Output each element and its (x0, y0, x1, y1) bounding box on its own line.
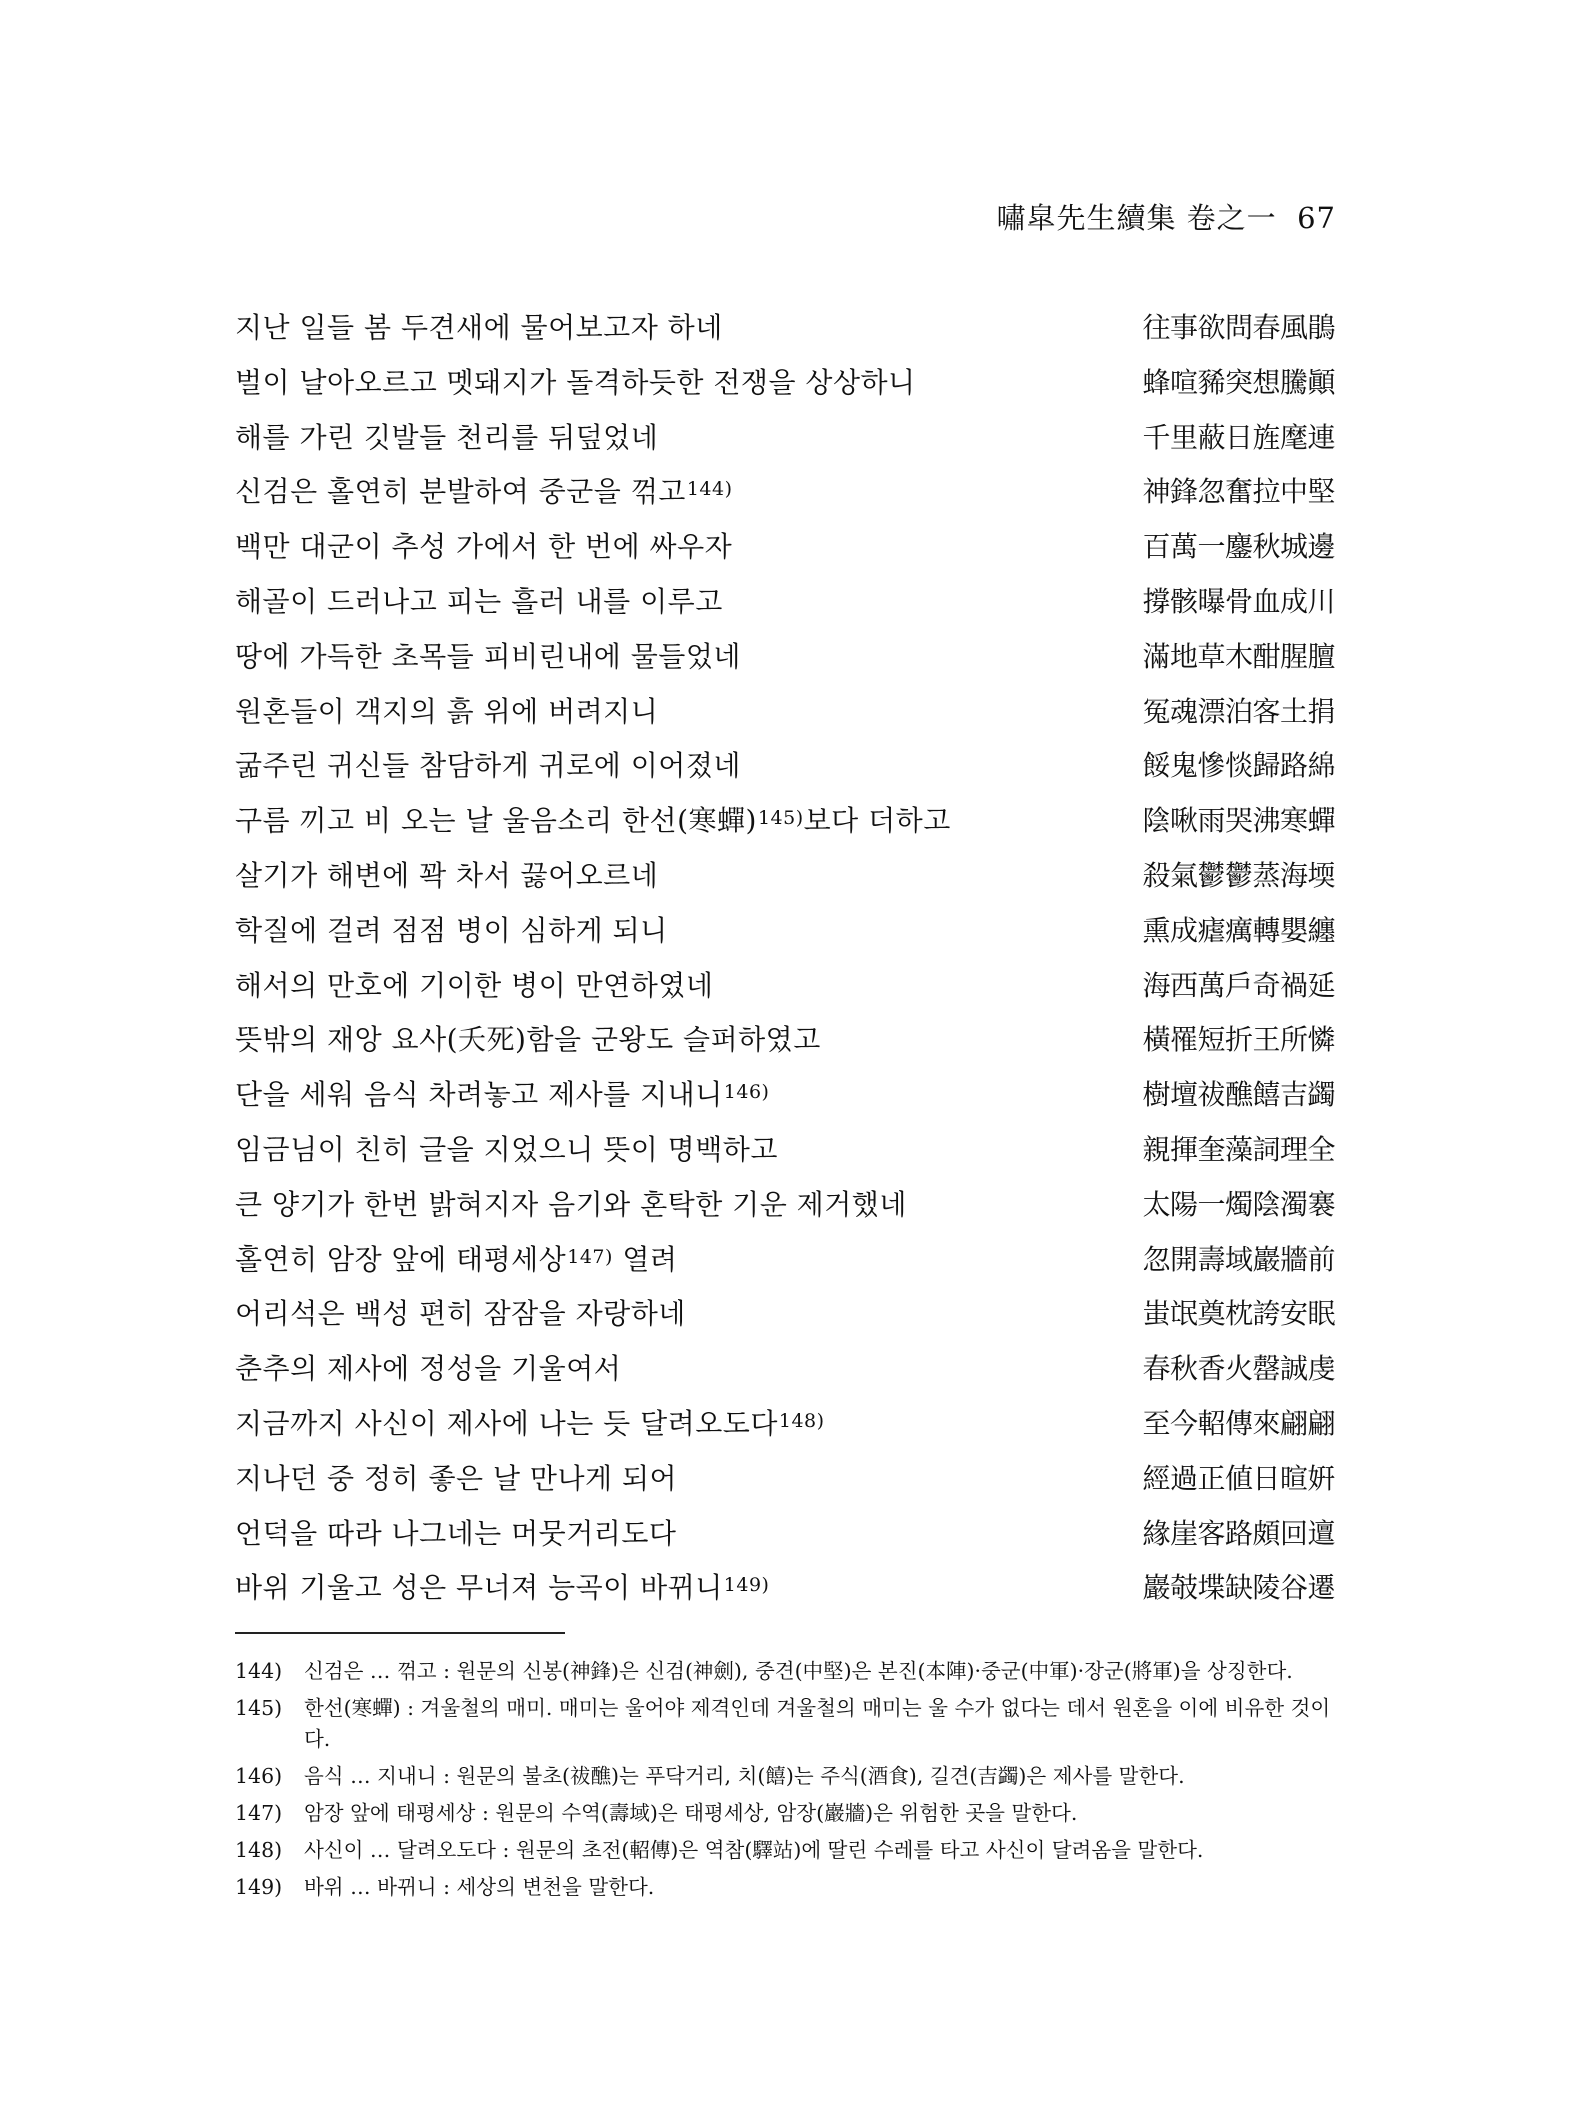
verse-row (235, 470, 1335, 525)
verse-korean: 임금님이 친히 글을 지었으니 뜻이 명백하고 (235, 1132, 778, 1166)
verse-row (235, 744, 1335, 799)
footnote-number: 149) (235, 1875, 283, 1899)
running-header (996, 196, 1336, 237)
verse-korean: 구름 끼고 비 오는 날 울음소리 한선(寒蟬)$^{145)}$보다 더하고 (235, 804, 951, 838)
verse-korean: 지금까지 사신이 제사에 나는 듯 달려오도다$^{148)}$ (235, 1406, 825, 1440)
verse-hanja: 滿地草木酣腥膻 (1142, 639, 1335, 673)
footnote-text: 신검은 … 꺾고 : 원문의 신봉(神鋒)은 신검(神劍), 중견(中堅)은 본진(本陣)·중군(中軍)·장군(將軍)을 상징한다. (304, 1659, 1293, 1683)
verse-row (235, 416, 1335, 471)
footnote-number: 146) (235, 1764, 283, 1788)
verse-hanja: 殺氣鬱鬱蒸海堧 (1142, 858, 1335, 892)
verse-hanja: 巖攲堞缺陵谷遷 (1142, 1571, 1335, 1605)
verse-list (235, 306, 1335, 1621)
verse-korean: 해를 가린 깃발들 천리를 뒤덮었네 (235, 420, 659, 454)
footnote-number: 148) (235, 1838, 283, 1862)
verse-hanja: 神鋒忽奮拉中堅 (1142, 475, 1335, 509)
verse-hanja: 忽開壽域巖牆前 (1142, 1242, 1335, 1276)
verse-row (235, 635, 1335, 690)
verse-hanja: 春秋香火罄誠虔 (1142, 1352, 1335, 1386)
verse-korean: 학질에 걸려 점점 병이 심하게 되니 (235, 913, 668, 947)
footnote-divider (235, 1632, 565, 1634)
verse-korean: 지난 일들 봄 두견새에 물어보고자 하네 (235, 311, 723, 344)
footnote-text: 바위 … 바뀌니 : 세상의 변천을 말한다. (304, 1875, 655, 1899)
verse-row (235, 964, 1335, 1019)
verse-korean: 백만 대군이 추성 가에서 한 번에 싸우자 (235, 530, 733, 564)
verse-korean: 단을 세워 음식 차려놓고 제사를 지내니$^{146)}$ (235, 1078, 770, 1112)
verse-hanja: 陰啾雨哭沸寒蟬 (1142, 804, 1335, 838)
footnote-list (235, 1656, 1335, 1909)
verse-hanja: 百萬一鏖秋城邊 (1142, 530, 1335, 564)
verse-row (235, 1566, 1335, 1621)
verse-row (235, 1238, 1335, 1293)
verse-hanja: 熏成瘧癘轉嬰纏 (1142, 913, 1335, 947)
verse-korean: 뜻밖의 재앙 요사(夭死)함을 군왕도 슬퍼하였고 (235, 1023, 821, 1057)
verse-hanja: 橫罹短折王所憐 (1142, 1023, 1335, 1057)
footnote-text: 음식 … 지내니 : 원문의 불초(祓醮)는 푸닥거리, 치(饎)는 주식(酒食), 길견(吉蠲)은 제사를 말한다. (304, 1764, 1185, 1788)
verse-korean: 해서의 만호에 기이한 병이 만연하였네 (235, 968, 714, 1002)
footnote-ref[interactable]: 148) (778, 1409, 825, 1432)
verse-hanja: 親揮奎藻詞理全 (1142, 1132, 1335, 1166)
verse-row (235, 361, 1335, 416)
footnote-ref[interactable]: 146) (723, 1081, 770, 1104)
verse-korean: 땅에 가득한 초목들 피비린내에 물들었네 (235, 639, 741, 673)
footnote-text: 암장 앞에 태평세상 : 원문의 수역(壽域)은 태평세상, 암장(巖牆)은 위험한 곳을 말한다. (304, 1801, 1078, 1825)
verse-hanja: 千里蔽日旌麾連 (1142, 420, 1335, 454)
verse-korean: 큰 양기가 한번 밝혀지자 음기와 혼탁한 기운 제거했네 (235, 1187, 907, 1221)
verse-row (235, 306, 1335, 361)
verse-hanja: 經過正値日暄姸 (1142, 1461, 1335, 1495)
verse-row (235, 1457, 1335, 1512)
verse-row (235, 799, 1335, 854)
verse-hanja: 太陽一燭陰濁褰 (1142, 1187, 1335, 1221)
verse-korean: 살기가 해변에 꽉 차서 끓어오르네 (235, 858, 659, 892)
verse-row (235, 525, 1335, 580)
verse-row (235, 690, 1335, 745)
verse-korean: 지나던 중 정히 좋은 날 만나게 되어 (235, 1461, 678, 1495)
verse-row (235, 1512, 1335, 1567)
footnote-number: 145) (235, 1696, 283, 1720)
verse-korean: 원혼들이 객지의 흙 위에 버려지니 (235, 694, 659, 728)
footnote (235, 1656, 1335, 1687)
footnote-ref[interactable]: 149) (723, 1574, 770, 1597)
verse-row (235, 1183, 1335, 1238)
footnote-ref[interactable]: 147) (567, 1245, 613, 1268)
footnote (235, 1798, 1335, 1829)
verse-row (235, 1073, 1335, 1128)
footnote-ref[interactable]: 145) (757, 807, 804, 830)
verse-hanja: 撐骸曝骨血成川 (1142, 584, 1335, 618)
footnote-number: 147) (235, 1801, 283, 1825)
verse-row (235, 1292, 1335, 1347)
verse-korean: 어리석은 백성 편히 잠잠을 자랑하네 (235, 1297, 686, 1331)
footnote (235, 1761, 1335, 1792)
verse-hanja: 餒鬼慘惔歸路綿 (1142, 749, 1335, 783)
verse-korean: 바위 기울고 성은 무너져 능곡이 바뀌니$^{149)}$ (235, 1571, 770, 1605)
verse-row (235, 1018, 1335, 1073)
footnote (235, 1872, 1335, 1903)
verse-hanja: 冤魂漂泊客土捐 (1142, 694, 1335, 728)
verse-korean: 언덕을 따라 나그네는 머뭇거리도다 (235, 1516, 677, 1550)
verse-hanja: 樹壇祓醮饎吉蠲 (1142, 1078, 1335, 1112)
verse-row (235, 1402, 1335, 1457)
verse-korean: 춘추의 제사에 정성을 기울여서 (235, 1352, 622, 1386)
verse-row (235, 580, 1335, 635)
verse-row (235, 1347, 1335, 1402)
page-number: 67 (1297, 201, 1336, 235)
verse-korean: 신검은 홀연히 분발하여 중군을 꺾고$^{144)}$ (235, 475, 733, 509)
verse-hanja: 海西萬戶奇禍延 (1142, 968, 1335, 1002)
verse-hanja: 蚩氓奠枕誇安眠 (1142, 1297, 1335, 1331)
verse-row (235, 909, 1335, 964)
footnote (235, 1835, 1335, 1866)
verse-hanja: 往事欲問春風鵑 (1142, 311, 1335, 344)
verse-korean: 굶주린 귀신들 참담하게 귀로에 이어졌네 (235, 749, 741, 783)
verse-korean: 벌이 날아오르고 멧돼지가 돌격하듯한 전쟁을 상상하니 (235, 365, 916, 399)
footnote (235, 1693, 1335, 1755)
verse-row (235, 1128, 1335, 1183)
footnote-text: 사신이 … 달려오도다 : 원문의 초전(軺傳)은 역참(驛站)에 딸린 수레를 타고 사신이 달려옴을 말한다. (304, 1838, 1204, 1862)
footnote-ref[interactable]: 144) (686, 478, 733, 501)
verse-hanja: 至今軺傳來翩翩 (1142, 1406, 1335, 1440)
verse-row (235, 854, 1335, 909)
verse-korean: 홀연히 암장 앞에 태평세상$^{147)}$ 열려 (235, 1242, 678, 1276)
verse-hanja: 蜂喧豨突想騰顚 (1142, 365, 1335, 399)
header-title: 嘯皐先生續集 卷之一 (996, 201, 1277, 235)
footnote-text: 한선(寒蟬) : 겨울철의 매미. 매미는 울어야 제격인데 겨울철의 매미는 울 수가 없다는 데서 원혼을 이에 비유한 것이다. (304, 1696, 1331, 1751)
verse-hanja: 緣崖客路頗回邅 (1142, 1516, 1335, 1550)
footnote-number: 144) (235, 1659, 283, 1683)
verse-korean: 해골이 드러나고 피는 흘러 내를 이루고 (235, 584, 723, 618)
